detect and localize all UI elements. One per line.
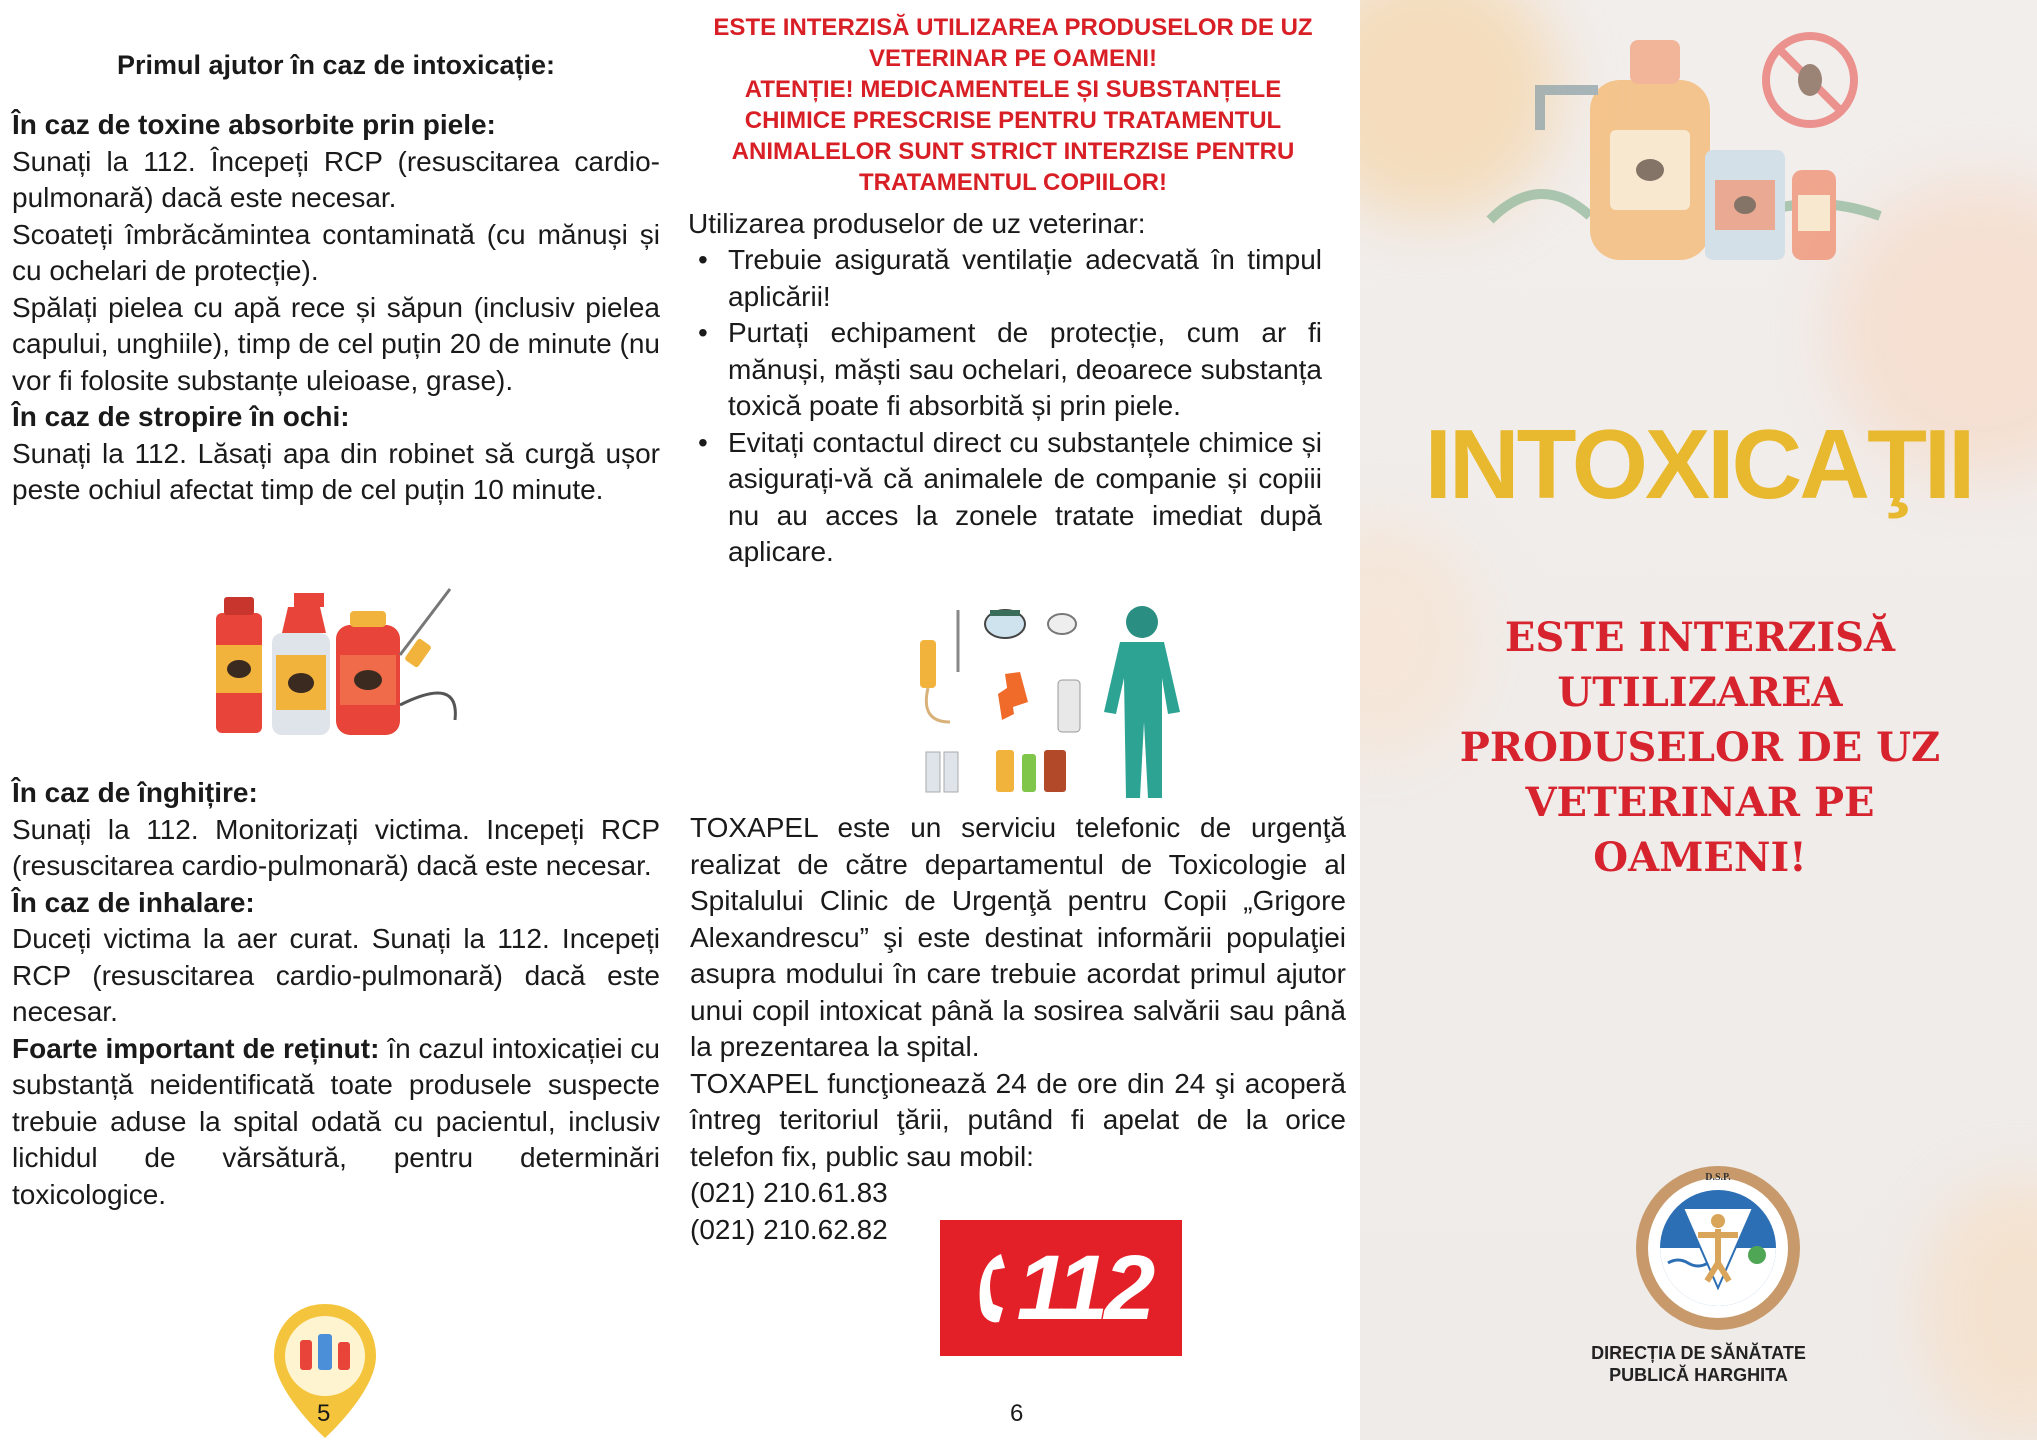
page-number-6: 6 [1010, 1400, 1024, 1427]
cover-title: INTOXICAŢII [1424, 409, 1973, 519]
skin-text-1: Sunați la 112. Începeți RCP (resuscitarea cardio-pulmonară) dacă este necesar. [12, 145, 660, 213]
important-note [12, 1031, 660, 1214]
logo-top-text: D.S.P. [1705, 1172, 1731, 1183]
page-5-marker [270, 1300, 380, 1440]
dsp-logo [1633, 1163, 1803, 1333]
phone-number-1[interactable]: (021) 210.61.83 [690, 1177, 888, 1208]
middle-column [688, 12, 1338, 571]
usage-intro: Utilizarea produselor de uz veterinar: [688, 208, 1146, 239]
usage-item: • Evitați contactul direct cu substanțele chimice și asigurați-vă că animalele de companie și copiii nu au acces la zonele tratate imediat după aplicare. [728, 425, 1322, 571]
phone-112-icon [971, 1248, 1011, 1328]
phone-number-2[interactable]: (021) 210.62.82 [690, 1213, 888, 1245]
usage-list [688, 242, 1322, 571]
important-label: Foarte important de reținut: [12, 1032, 380, 1064]
emergency-112-badge [940, 1220, 1182, 1356]
skin-text-3: Spălați pielea cu apă rece și săpun (inclusiv pielea capului, unghiile), timp de cel puțin 20 de minute (nu vor fi folosite substanțe uleioase, grase). [12, 291, 660, 396]
skin-heading: În caz de toxine absorbite prin piele: [12, 109, 496, 140]
toxapel-section [690, 810, 1346, 1248]
emergency-number: 112 [1016, 1237, 1152, 1339]
first-aid-title: Primul ajutor în caz de intoxicație: [116, 50, 556, 80]
decorative-blob [1920, 1180, 2037, 1440]
organization-name [1360, 1342, 2037, 1386]
important-text: în cazul intoxicației cu substanță neidentificată toate produsele suspecte trebuie aduse la spital odată cu pacientul, inclusiv lichidul de vărsătură, pentru determinări toxicologice. [12, 1032, 660, 1210]
cover-panel [1360, 0, 2037, 1440]
protective-equipment-illustration [910, 602, 1200, 800]
eye-heading: În caz de stropire în ochi: [12, 401, 350, 432]
ingestion-heading: În caz de înghițire: [12, 777, 258, 808]
org-line-1: DIRECȚIA DE SĂNĂTATE [1591, 1343, 1806, 1363]
left-column [12, 50, 660, 509]
toxapel-description: TOXAPEL este un serviciu telefonic de urgenţă realizat de către departamentul de Toxicologie al Spitalului Clinic de Urgenţă pentru Copii „Grigore Alexandrescu” şi este destinat informării populaţiei asupra modului în care trebuie acordat primul ajutor unui copil intoxicat până la sosirea salvării sau până la prezentarea la spital. [690, 812, 1346, 1062]
usage-item: • Trebuie asigurată ventilație adecvată în timpul aplicării! [728, 242, 1322, 315]
pesticide-bottles-illustration [210, 585, 470, 740]
org-line-2: PUBLICĂ HARGHITA [1609, 1365, 1788, 1385]
skin-text-2: Scoateți îmbrăcămintea contaminată (cu mănuși și cu ochelari de protecție). [12, 218, 660, 286]
toxapel-availability: TOXAPEL funcţionează 24 de ore din 24 şi acoperă întreg teritoriul ţării, putând fi apelat de la orice telefon fix, public sau mobil: [690, 1067, 1346, 1172]
inhalation-heading: În caz de inhalare: [12, 886, 255, 918]
usage-item: • Purtați echipament de protecție, cum ar fi mănuși, măști sau ochelari, deoarece substanța toxică poate fi absorbită și prin piele. [728, 315, 1322, 425]
children-warning: ATENȚIE! MEDICAMENTELE ȘI SUBSTANȚELE CHIMICE PRESCRISE PENTRU TRATAMENTUL ANIMALELOR SUNT STRICT INTERZISE PENTRU TRATAMENTUL COPIILOR! [731, 76, 1295, 196]
left-column-lower [12, 775, 660, 1213]
pest-control-sprayer-illustration [1480, 20, 1900, 270]
page-number-5: 5 [317, 1400, 331, 1427]
inhalation-text: Duceți victima la aer curat. Sunați la 112. Incepeți RCP (resuscitarea cardio-pulmonară) dacă este necesar. [12, 923, 660, 1027]
eye-text: Sunați la 112. Lăsați apa din robinet să curgă ușor peste ochiul afectat timp de cel puțin 10 minute. [12, 437, 660, 505]
veterinary-warning: ESTE INTERZISĂ UTILIZAREA PRODUSELOR DE UZ VETERINAR PE OAMENI! [713, 14, 1313, 72]
ingestion-text: Sunați la 112. Monitorizați victima. Incepeți RCP (resuscitarea cardio-pulmonară) dacă este necesar. [12, 813, 660, 881]
cover-warning: ESTE INTERZISĂ UTILIZAREA PRODUSELOR DE UZ VETERINAR PE OAMENI! [1459, 614, 1941, 881]
